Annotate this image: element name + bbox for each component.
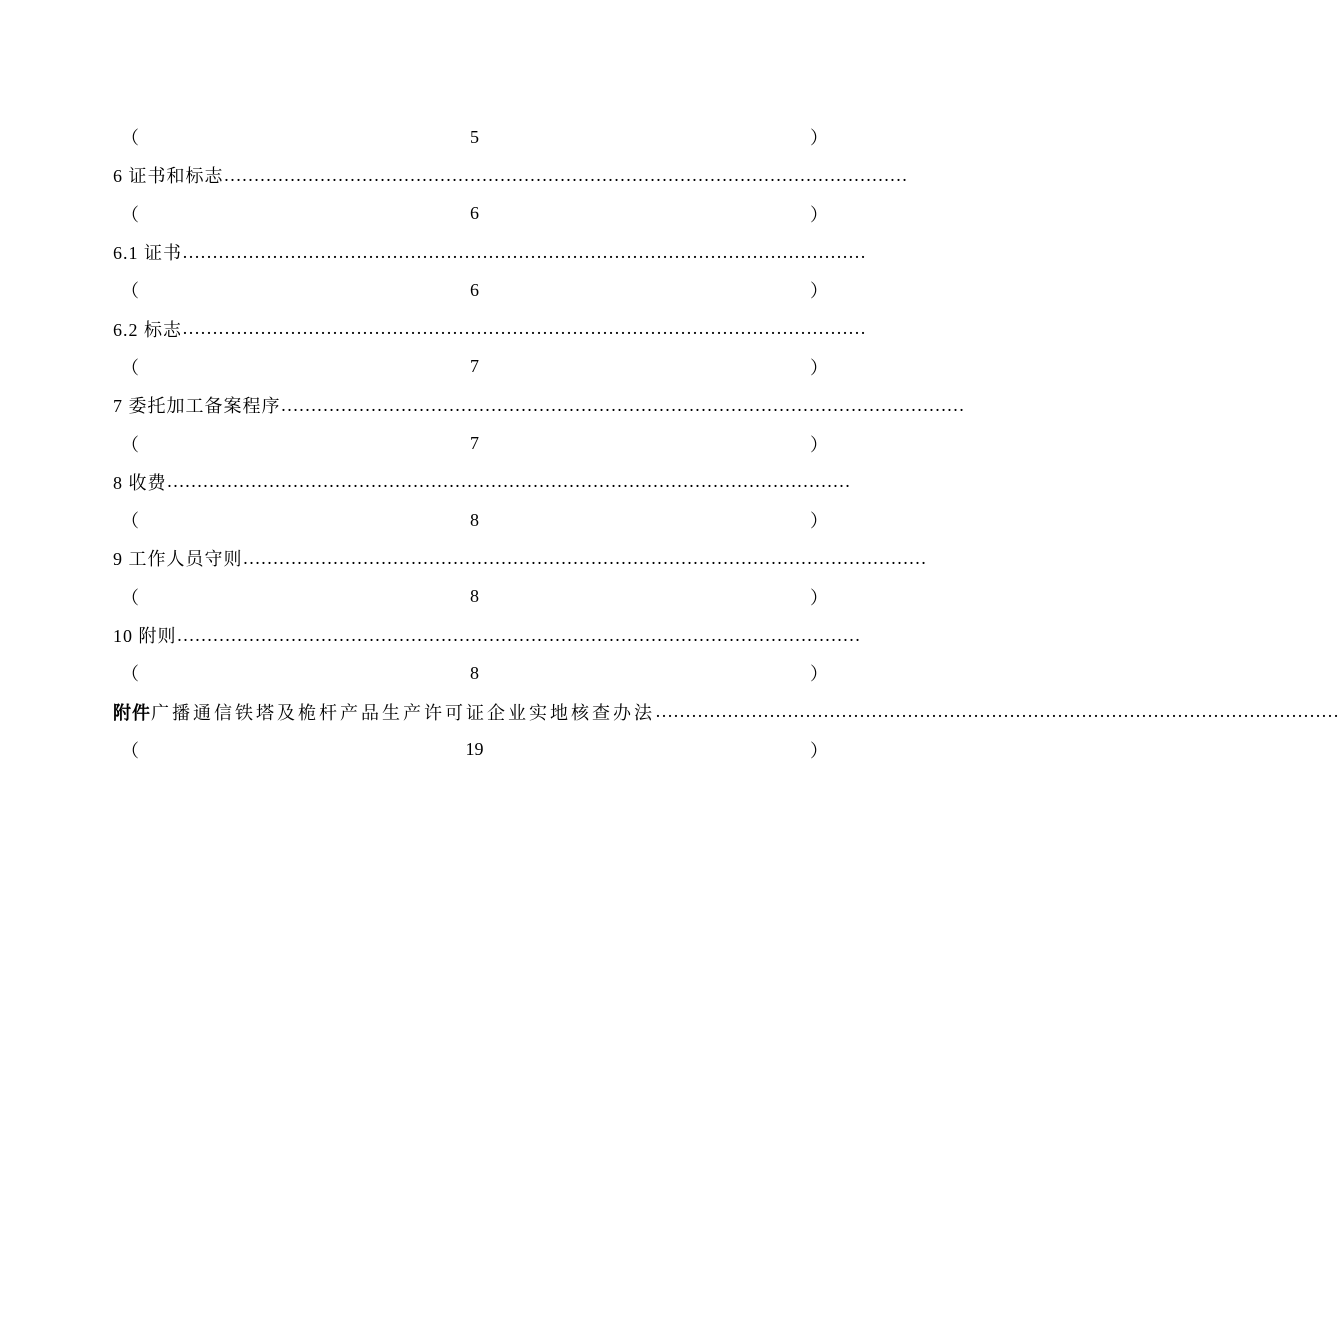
dot-leader: …………………………………………………………………………………………………… [176,624,861,645]
toc-entry[interactable] [113,616,861,654]
close-paren: ） [810,434,828,455]
page-number: 6 [470,279,479,300]
toc-page-row [113,348,836,386]
toc-entry-title: 6 证书和标志 [113,166,224,187]
toc-page-row [113,578,836,616]
page-number: 19 [465,739,484,760]
page-number: 7 [470,356,479,377]
dot-leader: …………………………………………………………………………………………………… [223,164,908,185]
toc-entry-appendix[interactable] [113,692,1339,730]
dot-leader: …………………………………………………………………………………………………… [280,394,965,415]
toc-entry-title: 7 委托加工备案程序 [113,396,281,417]
toc-page-row [113,271,836,309]
toc-entry[interactable] [113,156,908,194]
page-number: 8 [470,509,479,530]
toc-entry-title: 10 附则 [113,626,177,646]
dot-leader: …………………………………………………………………………………………………… [166,471,851,492]
toc-entry-title: 8 收费 [113,472,167,493]
open-paren: （ [121,128,139,149]
open-paren: （ [121,664,139,685]
close-paren: ） [810,740,828,761]
dot-leader: …………………………………………………………………………………………………… [182,318,866,339]
close-paren: ） [810,664,828,685]
toc-entry-title: 6.2 标志 [113,319,182,340]
open-paren: （ [121,511,139,532]
toc-entry[interactable] [113,539,927,577]
close-paren: ） [810,128,828,149]
open-paren: （ [121,281,139,302]
toc-entry[interactable] [113,386,965,424]
close-paren: ） [810,511,828,532]
toc-entry[interactable] [113,233,866,271]
dot-leader: …………………………………………………………………………………………………… [182,241,866,262]
page-number: 6 [470,203,479,224]
table-of-contents [113,118,1339,769]
toc-page-row [113,424,836,462]
close-paren: ） [810,281,828,302]
toc-page-row [113,118,836,156]
open-paren: （ [121,204,139,225]
open-paren: （ [121,357,139,378]
dot-leader: …………………………………………………………………………………………………… [242,547,927,568]
open-paren: （ [121,740,139,761]
close-paren: ） [810,587,828,608]
toc-entry-title: 广播通信铁塔及桅杆产品生产许可证企业实地核查办法 [151,702,655,723]
page-number: 8 [470,662,479,683]
close-paren: ） [810,204,828,225]
toc-page-row [113,195,836,233]
page-number: 7 [470,433,479,454]
toc-entry[interactable] [113,309,866,347]
toc-page-row [113,654,836,692]
toc-entry-title: 6.1 证书 [113,243,182,264]
appendix-prefix: 附件 [113,702,151,723]
close-paren: ） [810,357,828,378]
toc-entry[interactable] [113,463,851,501]
open-paren: （ [121,587,139,608]
dot-leader: …………………………………………………………………………………………………… [655,701,1339,722]
toc-page-row [113,731,836,769]
page-number: 5 [470,126,479,147]
page-number: 8 [470,586,479,607]
open-paren: （ [121,434,139,455]
toc-entry-title: 9 工作人员守则 [113,549,243,570]
toc-page-row [113,501,836,539]
